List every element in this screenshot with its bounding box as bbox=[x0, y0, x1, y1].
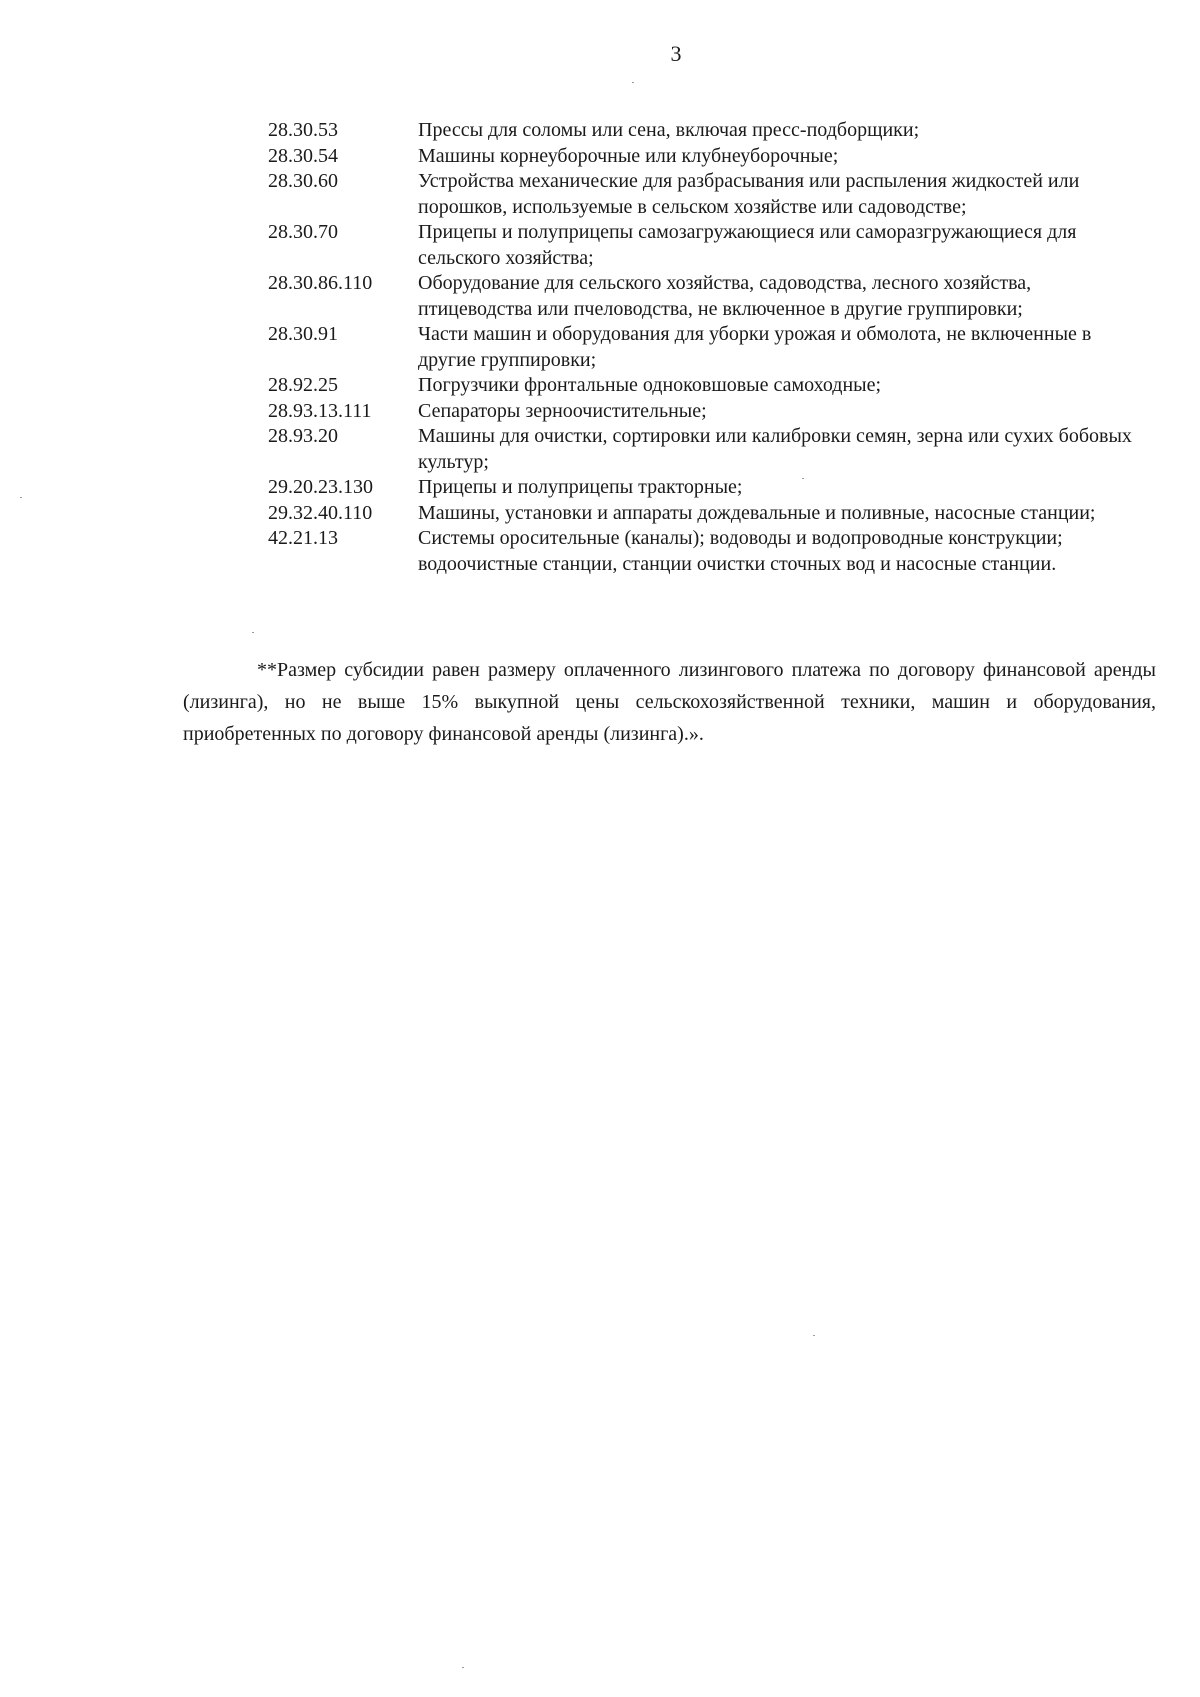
code-cell: 29.32.40.110 bbox=[268, 501, 373, 524]
description-cell: Прицепы и полуприцепы самозагружающиеся или саморазгружающиеся для сельского хозяйства; bbox=[418, 221, 1077, 269]
code-cell: 28.30.91 bbox=[268, 323, 338, 345]
code-cell: 28.92.25 bbox=[268, 374, 338, 396]
description-cell: Погрузчики фронтальные одноковшовые самоходные; bbox=[418, 374, 882, 396]
scan-speck bbox=[802, 478, 804, 479]
table-row bbox=[268, 424, 1138, 475]
page-number: 3 bbox=[670, 41, 682, 66]
scan-speck bbox=[252, 632, 254, 633]
description-cell: Оборудование для сельского хозяйства, садоводства, лесного хозяйства, птицеводства или пчеловодства, не включенное в другие группировки; bbox=[418, 272, 1032, 320]
scan-speck bbox=[632, 82, 634, 83]
code-cell: 28.30.53 bbox=[268, 119, 338, 141]
description-cell: Прессы для соломы или сена, включая пресс-подборщики; bbox=[418, 119, 920, 141]
scan-speck bbox=[462, 1667, 464, 1668]
table-row bbox=[268, 501, 1138, 527]
codes-table bbox=[268, 118, 1138, 577]
table-row bbox=[268, 399, 1138, 425]
table-row bbox=[268, 220, 1138, 271]
description-cell: Машины, установки и аппараты дождевальные и поливные, насосные станции; bbox=[418, 501, 1096, 524]
code-cell: 28.93.20 bbox=[268, 425, 338, 447]
code-cell: 28.93.13.111 bbox=[268, 399, 372, 422]
description-cell: Машины для очистки, сортировки или калибровки семян, зерна или сухих бобовых культур; bbox=[418, 425, 1132, 473]
code-cell: 28.30.54 bbox=[268, 144, 338, 167]
table-row bbox=[268, 169, 1138, 220]
scan-speck bbox=[20, 497, 22, 498]
table-row bbox=[268, 373, 1138, 399]
table-row bbox=[268, 144, 1138, 170]
description-cell: Части машин и оборудования для уборки урожая и обмолота, не включенные в другие группировки; bbox=[418, 323, 1092, 371]
code-cell: 28.30.70 bbox=[268, 221, 338, 243]
code-cell: 29.20.23.130 bbox=[268, 476, 373, 498]
description-cell: Машины корнеуборочные или клубнеуборочные; bbox=[418, 144, 839, 167]
footnote-paragraph: **Размер субсидии равен размеру оплаченного лизингового платежа по договору финансовой аренды (лизинга), но не выше 15% выкупной цены сельскохозяйственной техники, машин и оборудования, приобретенных по договору финансовой аренды (лизинга).». bbox=[183, 659, 1156, 745]
description-cell: Прицепы и полуприцепы тракторные; bbox=[418, 476, 743, 498]
table-row bbox=[268, 526, 1138, 577]
code-cell: 28.30.86.110 bbox=[268, 272, 373, 294]
code-cell: 28.30.60 bbox=[268, 170, 338, 192]
table-row bbox=[268, 475, 1138, 501]
table-row bbox=[268, 118, 1138, 144]
scan-speck bbox=[813, 1335, 815, 1336]
table-row bbox=[268, 271, 1138, 322]
description-cell: Системы оросительные (каналы); водоводы и водопроводные конструкции; водоочистные станции, станции очистки сточных вод и насосные станции. bbox=[418, 527, 1063, 575]
code-cell: 42.21.13 bbox=[268, 527, 338, 549]
table-row bbox=[268, 322, 1138, 373]
description-cell: Сепараторы зерноочистительные; bbox=[418, 399, 707, 422]
description-cell: Устройства механические для разбрасывания или распыления жидкостей или порошков, используемые в сельском хозяйстве или садоводстве; bbox=[418, 170, 1080, 218]
